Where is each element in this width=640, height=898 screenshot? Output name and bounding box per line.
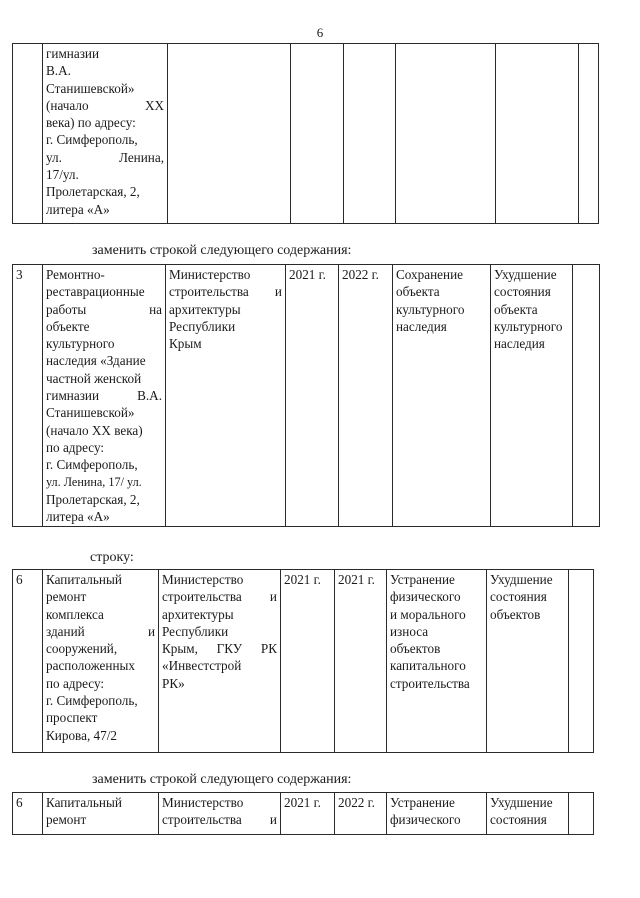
- caption-replace-2: заменить строкой следующего содержания:: [92, 772, 352, 787]
- table-row: [13, 793, 594, 835]
- text-line: по адресу:: [46, 675, 105, 691]
- text-line: Станишевской»: [46, 80, 135, 96]
- cell-consequence: [487, 570, 569, 753]
- text-line: объектов: [390, 641, 441, 657]
- cell-num: 3: [13, 265, 43, 527]
- cell-extra: [579, 44, 599, 224]
- text-line: (начало XX века): [46, 422, 143, 438]
- cell-executor: [166, 265, 286, 527]
- text-line: 17/ул.: [46, 167, 79, 183]
- cell-end: [344, 44, 396, 224]
- text-line: строительства и: [162, 812, 277, 828]
- text-line: по адресу:: [46, 439, 105, 455]
- text-line: г. Симферополь,: [46, 457, 138, 473]
- text-line: ремонт: [46, 812, 87, 828]
- text-line: Республики: [169, 318, 236, 334]
- text-line: Пролетарская, 2,: [46, 491, 140, 507]
- table-row-6-new: [12, 792, 594, 835]
- table-fragment-1: [12, 43, 599, 224]
- text-line: Крым: [169, 336, 202, 352]
- cell-num: [13, 44, 43, 224]
- text-line: объектов: [490, 606, 541, 622]
- text-line: наследия: [396, 318, 447, 334]
- text-line: Ухудшение: [494, 267, 557, 282]
- text-line: Капитальный: [46, 795, 122, 810]
- text-line: гимназии В.А.: [46, 388, 162, 404]
- cell-extra: [569, 570, 594, 753]
- text-line: Ухудшение: [490, 572, 553, 587]
- cell-consequence: [496, 44, 579, 224]
- cell-extra: [573, 265, 600, 527]
- text-line: сооружений,: [46, 641, 118, 657]
- text-line: Крым, ГКУ РК: [162, 641, 277, 657]
- cell-name: [43, 570, 159, 753]
- text-line: культурного: [494, 318, 563, 334]
- text-line: культурного: [396, 301, 465, 317]
- text-line: ул. Ленина,: [46, 149, 164, 165]
- cell-num: 6: [13, 570, 43, 753]
- text-line: и морального: [390, 606, 466, 622]
- text-line: «Инвестстрой: [162, 658, 242, 674]
- text-line: г. Симферополь,: [46, 693, 138, 709]
- cell-executor: [159, 793, 281, 835]
- text-line: Ухудшение: [490, 795, 553, 810]
- text-line: проспект: [46, 710, 98, 726]
- text-line: реставрационные: [46, 284, 145, 300]
- text-line: строительства: [390, 675, 470, 691]
- table-row: [13, 570, 594, 753]
- text-line: века) по адресу:: [46, 115, 136, 131]
- text-line: Устранение: [390, 795, 455, 810]
- cell-num: 6: [13, 793, 43, 835]
- cell-end: 2021 г.: [335, 570, 387, 753]
- text-line: литера «А»: [46, 201, 110, 217]
- text-line: РК»: [162, 675, 185, 691]
- text-line: Министерство: [169, 267, 251, 282]
- text-line: работы на: [46, 301, 162, 317]
- text-line: зданий и: [46, 623, 155, 639]
- cell-name: [43, 44, 168, 224]
- caption-row: строку:: [90, 550, 134, 565]
- text-line: строительства и: [169, 284, 282, 300]
- text-line: архитектуры: [162, 606, 234, 622]
- cell-start: [291, 44, 344, 224]
- cell-executor: [159, 570, 281, 753]
- text-line: объекта: [494, 301, 538, 317]
- cell-extra: [569, 793, 594, 835]
- text-line: наследия: [494, 336, 545, 352]
- table-row-6: [12, 569, 594, 753]
- cell-result: [387, 570, 487, 753]
- text-line: расположенных: [46, 658, 135, 674]
- text-line: объекте: [46, 318, 90, 334]
- text-line: Ремонтно-: [46, 267, 105, 282]
- text-line: наследия «Здание: [46, 353, 146, 369]
- text-line: объекта: [396, 284, 440, 300]
- text-line: Пролетарская, 2,: [46, 184, 140, 200]
- cell-name: [43, 265, 166, 527]
- text-line: состояния: [490, 812, 547, 828]
- text-line: состояния: [494, 284, 551, 300]
- cell-consequence: [491, 265, 573, 527]
- text-line: строительства и: [162, 589, 277, 605]
- text-line: Министерство: [162, 795, 244, 810]
- cell-name: [43, 793, 159, 835]
- text-line: Станишевской»: [46, 405, 135, 421]
- cell-end: 2022 г.: [339, 265, 393, 527]
- cell-start: 2021 г.: [281, 570, 335, 753]
- cell-result: [396, 44, 496, 224]
- table-row: [13, 265, 600, 527]
- cell-start: 2021 г.: [281, 793, 335, 835]
- text-line: Министерство: [162, 572, 244, 587]
- cell-executor: [168, 44, 291, 224]
- table-row-3: [12, 264, 600, 527]
- text-line: комплекса: [46, 606, 104, 622]
- text-line: В.А.: [46, 63, 71, 79]
- text-line: физического: [390, 812, 461, 828]
- text-line: Капитальный: [46, 572, 122, 587]
- text-line: гимназии: [46, 46, 100, 61]
- text-line: износа: [390, 623, 429, 639]
- text-line: Устранение: [390, 572, 455, 587]
- cell-consequence: [487, 793, 569, 835]
- text-line: г. Симферополь,: [46, 132, 138, 148]
- caption-replace-1: заменить строкой следующего содержания:: [92, 243, 352, 258]
- text-line: ремонт: [46, 589, 87, 605]
- text-line: капитального: [390, 658, 466, 674]
- text-line: ул. Ленина, 17/ ул.: [46, 474, 142, 489]
- text-line: культурного: [46, 336, 115, 352]
- cell-start: 2021 г.: [286, 265, 339, 527]
- text-line: состояния: [490, 589, 547, 605]
- cell-result: [387, 793, 487, 835]
- text-line: частной женской: [46, 370, 142, 386]
- text-line: литера «А»: [46, 509, 110, 525]
- table-row: [13, 44, 599, 224]
- text-line: архитектуры: [169, 301, 241, 317]
- cell-result: [393, 265, 491, 527]
- text-line: (начало XX: [46, 97, 164, 113]
- text-line: Республики: [162, 623, 229, 639]
- page-number: 6: [316, 25, 324, 40]
- cell-end: 2022 г.: [335, 793, 387, 835]
- text-line: Кирова, 47/2: [46, 727, 117, 743]
- text-line: Сохранение: [396, 267, 463, 282]
- text-line: физического: [390, 589, 461, 605]
